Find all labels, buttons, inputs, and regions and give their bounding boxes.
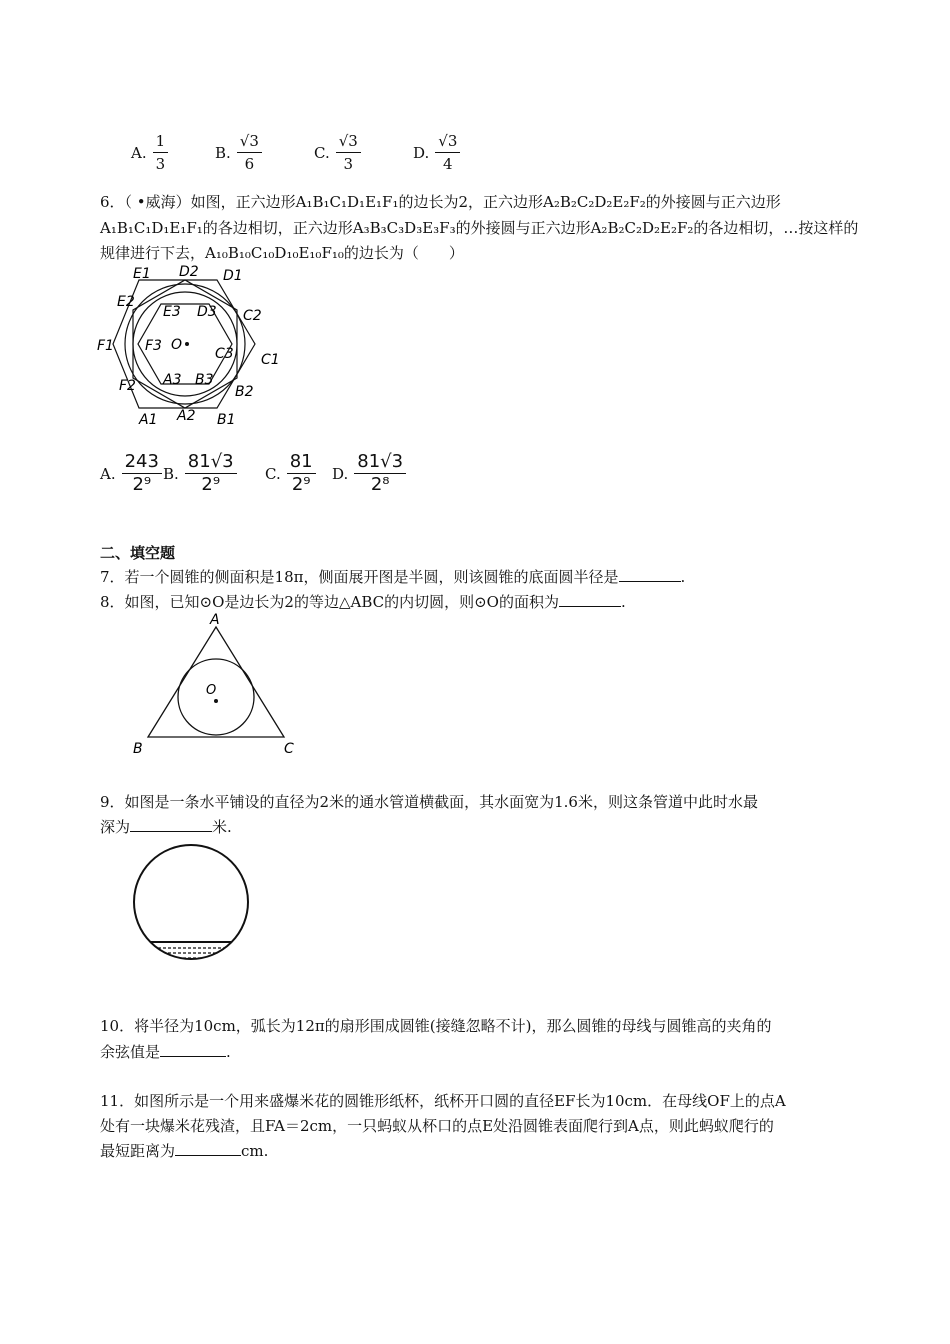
q6-line-3: 规律进行下去，A₁₀B₁₀C₁₀D₁₀E₁₀F₁₀的边长为（ ） xyxy=(100,244,464,262)
label-A: A xyxy=(210,612,220,628)
water-area xyxy=(128,942,258,968)
q6-line-2: A₁B₁C₁D₁E₁F₁的各边相切，正六边形A₃B₃C₃D₃E₃F₃的外接圆与正六边形A₂B₂C₂D₂E₂F₂的各边相切，…按这样的 xyxy=(100,219,859,237)
q11-text-end: cm. xyxy=(241,1142,269,1160)
fraction-numerator: √3 xyxy=(435,130,460,153)
label-O: O xyxy=(206,683,217,698)
fraction-denominator: 2⁹ xyxy=(201,474,221,495)
option-label: C. xyxy=(314,143,330,162)
q6-option-c[interactable] xyxy=(265,451,316,496)
center-point xyxy=(185,342,189,346)
label-A2: A2 xyxy=(177,408,196,424)
q10-text: 余弦值是 xyxy=(100,1043,161,1061)
q7-text-end: . xyxy=(680,568,686,586)
option-label: B. xyxy=(163,464,179,483)
label-B2: B2 xyxy=(235,384,254,400)
q11-text: 最短距离为 xyxy=(100,1142,176,1160)
option-label: A. xyxy=(131,143,147,162)
q9-pipe-figure xyxy=(128,838,258,968)
label-A1: A1 xyxy=(139,412,158,428)
label-E3: E3 xyxy=(163,304,181,320)
label-A3: A3 xyxy=(163,372,182,388)
q11-line-3 xyxy=(100,1139,268,1163)
triangle-abc xyxy=(148,627,284,737)
q11-line-2: 处有一块爆米花残渣，且FA＝2cm，一只蚂蚁从杯口的点E处沿圆锥表面爬行到A点，则此蚂蚁爬行的 xyxy=(100,1117,774,1135)
q6-hexagon-figure xyxy=(95,260,295,432)
label-B: B xyxy=(133,741,143,757)
label-B1: B1 xyxy=(217,412,236,428)
fraction-denominator: 2⁹ xyxy=(132,474,152,495)
fraction-denominator: 6 xyxy=(244,155,255,173)
label-C: C xyxy=(284,741,294,757)
q7-question xyxy=(100,565,685,589)
fraction-denominator: 3 xyxy=(155,155,166,173)
label-F3: F3 xyxy=(145,338,162,354)
fraction-numerator: 81 xyxy=(287,451,316,474)
q9-line-1: 9．如图是一条水平铺设的直径为2米的通水管道横截面，其水面宽为1.6米，则这条管道中此时水最 xyxy=(100,793,758,811)
q11-line-1: 11．如图所示是一个用来盛爆米花的圆锥形纸杯，纸杯开口圆的直径EF长为10cm．在母线OF上的点A xyxy=(100,1092,786,1110)
q6-option-b[interactable] xyxy=(163,451,237,496)
option-label: A. xyxy=(100,464,116,483)
fraction-denominator: 2⁸ xyxy=(370,474,390,495)
q10-answer-blank[interactable] xyxy=(160,1040,226,1057)
label-E1: E1 xyxy=(133,266,151,282)
fraction-numerator: √3 xyxy=(336,130,361,153)
q9-answer-blank[interactable] xyxy=(130,815,212,832)
q8-text-end: . xyxy=(620,593,626,611)
fraction-numerator: √3 xyxy=(237,130,262,153)
fraction-numerator: 81√3 xyxy=(185,451,237,474)
label-C3: C3 xyxy=(215,346,234,362)
q6-option-a[interactable] xyxy=(100,451,162,496)
q7-text: 7．若一个圆锥的侧面积是18π，侧面展开图是半圆，则该圆锥的底面圆半径是 xyxy=(100,568,619,586)
q10-text-end: . xyxy=(226,1043,231,1061)
option-label: C. xyxy=(265,464,281,483)
label-E2: E2 xyxy=(117,294,135,310)
q10-line-2 xyxy=(100,1040,231,1064)
q9-line-2 xyxy=(100,815,232,839)
q5-option-c[interactable] xyxy=(314,130,361,175)
q9-text: 深为 xyxy=(100,818,131,836)
label-D3: D3 xyxy=(197,304,217,320)
fraction-numerator: 243 xyxy=(122,451,162,474)
q5-option-a[interactable] xyxy=(131,130,168,175)
label-O: O xyxy=(171,337,183,353)
label-D1: D1 xyxy=(223,268,243,284)
label-F1: F1 xyxy=(97,338,114,354)
q9-text-end: 米. xyxy=(212,818,232,836)
q11-answer-blank[interactable] xyxy=(175,1139,241,1156)
q6-line-1: 6．（ •威海）如图，正六边形A₁B₁C₁D₁E₁F₁的边长为2，正六边形A₂B₂C₂D₂E₂F₂的外接圆与正六边形 xyxy=(100,193,781,211)
label-F2: F2 xyxy=(119,378,136,394)
label-C2: C2 xyxy=(243,308,262,324)
q6-option-d[interactable] xyxy=(332,451,406,496)
q10-line-1: 10．将半径为10cm，弧长为12π的扇形围成圆锥(接缝忽略不计)，那么圆锥的母线与圆锥高的夹角的 xyxy=(100,1017,772,1035)
section-2-title: 二、填空题 xyxy=(100,544,176,562)
q7-answer-blank[interactable] xyxy=(619,565,681,582)
option-label: B. xyxy=(215,143,231,162)
center-point xyxy=(214,699,218,703)
q5-option-d[interactable] xyxy=(413,130,460,175)
q8-text: 8．如图，已知⊙O是边长为2的等边△ABC的内切圆，则⊙O的面积为 xyxy=(100,593,559,611)
fraction-numerator: 1 xyxy=(153,130,169,153)
q8-triangle-figure xyxy=(128,610,304,760)
option-label: D. xyxy=(332,464,349,483)
fraction-numerator: 81√3 xyxy=(354,451,406,474)
fraction-denominator: 4 xyxy=(443,155,453,173)
label-D2: D2 xyxy=(179,264,199,280)
fraction-denominator: 3 xyxy=(343,155,354,173)
option-label: D. xyxy=(413,143,430,162)
label-C1: C1 xyxy=(261,352,280,368)
fraction-denominator: 2⁹ xyxy=(291,474,311,495)
q8-answer-blank[interactable] xyxy=(559,590,621,607)
q5-option-b[interactable] xyxy=(215,130,262,175)
label-B3: B3 xyxy=(195,372,214,388)
